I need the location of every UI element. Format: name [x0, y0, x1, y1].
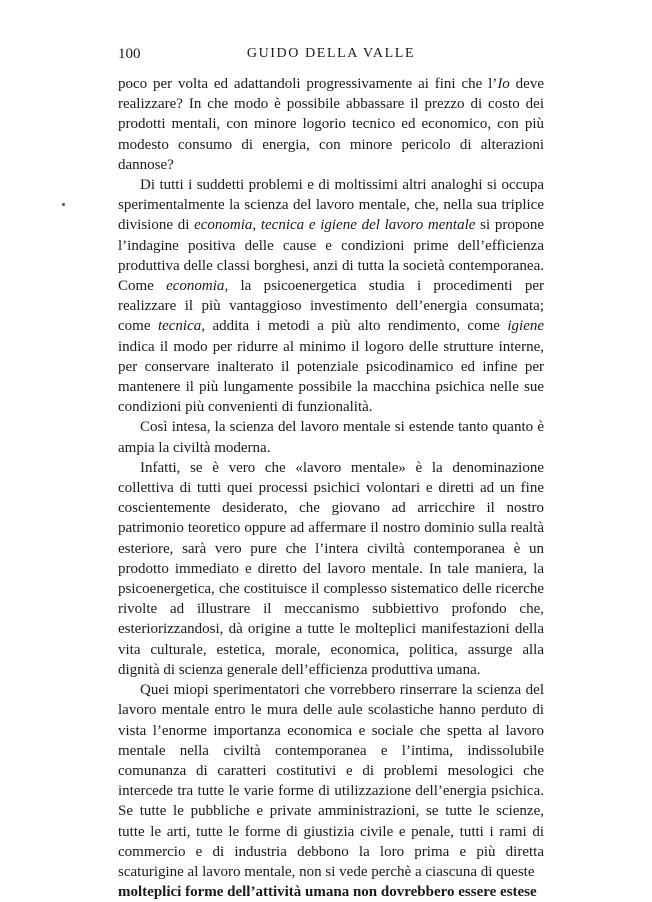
text-segment: , la psicoenergetica studia i procedimenti per realizzare il più vantaggioso investimento dell’energia consumata; come	[118, 278, 544, 335]
text-segment: Così intesa, la scienza del lavoro mentale si estende tanto quanto è ampia la civiltà moderna.	[118, 419, 544, 456]
text-segment: indica il modo per ridurre al minimo il logoro delle strutture interne, per conservare inalterato il potenziale psicodinamico ed infine per mantenere il più lungamente possibile la macchina psichica nelle sue condizioni più convenienti di funzionalità.	[118, 338, 544, 416]
paragraph	[118, 417, 544, 457]
paragraph	[118, 74, 544, 175]
italic-text-segment: tecnica	[157, 318, 202, 335]
text-segment: Di tutti i suddetti problemi e di moltissimi altri analoghi si occupa sperimentalmente la scienza del lavoro mentale, che, nella sua triplice divisione di	[118, 177, 544, 234]
text-segment: si propone l’indagine positiva delle cause e condizioni prime dell’efficienza produttiva delle classi borghesi, anzi di tutta la società contemporanea. Come	[118, 217, 544, 295]
text-segment: Infatti, se è vero che «lavoro mentale» è la denominazione collettiva di tutti quei processi psichici volontari e diretti ad un fine coscientemente desiderato, che giovano ad arricchire il nostro patrimonio teoretico oppure ad affermare il nostro dominio sulla realtà esteriore, sarà vero pure che l’intera civiltà contemporanea è un prodotto immediato e diretto del lavoro mentale. In tale maniera, la psicoenergetica, che costituisce il complesso sistematico delle ricerche rivolte ad illustrare il meccanismo subbiettivo profondo che, esteriorizzandosi, dà origine a tutte le molteplici manifestazioni della vita culturale, estetica, morale, economica, politica, assurge alla dignità di scienza generale dell’efficienza produttiva umana.	[118, 459, 544, 678]
text-segment: Quei miopi sperimentatori che vorrebbero rinserrare la scienza del lavoro mentale entro le mura delle aule scolastiche hanno perduto di vista l’enorme importanza economica e sociale che spetta al lavoro mentale nella civiltà contemporanea e l’intima, indissolubile comunanza di caratteri costitutivi e di problemi mesologici che intercede tra tutte le varie forme di utilizzazione dell’energia psichica. Se tutte le pubbliche e private amministrazioni, se tutte le scienze, tutte le arti, tutte le forme di giustizia civile e penale, tutti i rami di commercio e di industria debbono la loro prima e più diretta scaturigine al lavoro mentale, non si vede perchè a ciascuna di queste	[118, 682, 544, 880]
text-segment: deve realizzare? In che modo è possibile abbassare il prezzo di costo dei prodotti mentali, con minore logorio tecnico ed economico, con più modesto consumo di energia, con minore pericolo di alterazioni dannose?	[118, 76, 544, 173]
running-head	[118, 46, 544, 66]
paragraph	[118, 458, 544, 680]
text-segment: poco per volta ed adattandoli progressivamente ai fini che l’	[118, 76, 498, 92]
paragraph	[118, 175, 544, 417]
page-number: 100	[118, 46, 141, 62]
italic-text-segment: economia, tecnica e igiene del lavoro mentale	[194, 217, 476, 234]
body-text	[118, 74, 544, 902]
text-segment: , addita i metodi a più alto rendimento, come	[201, 318, 508, 335]
paragraph	[118, 882, 544, 902]
italic-text-segment: igiene	[507, 318, 545, 335]
running-title: GUIDO DELLA VALLE	[246, 46, 416, 61]
ink-speck	[62, 203, 65, 206]
italic-text-segment: economia	[166, 278, 225, 295]
paragraph	[118, 680, 544, 882]
text-segment: molteplici forme dell’attività umana non dovrebbero essere estese	[118, 884, 537, 901]
italic-text-segment: Io	[497, 76, 510, 92]
